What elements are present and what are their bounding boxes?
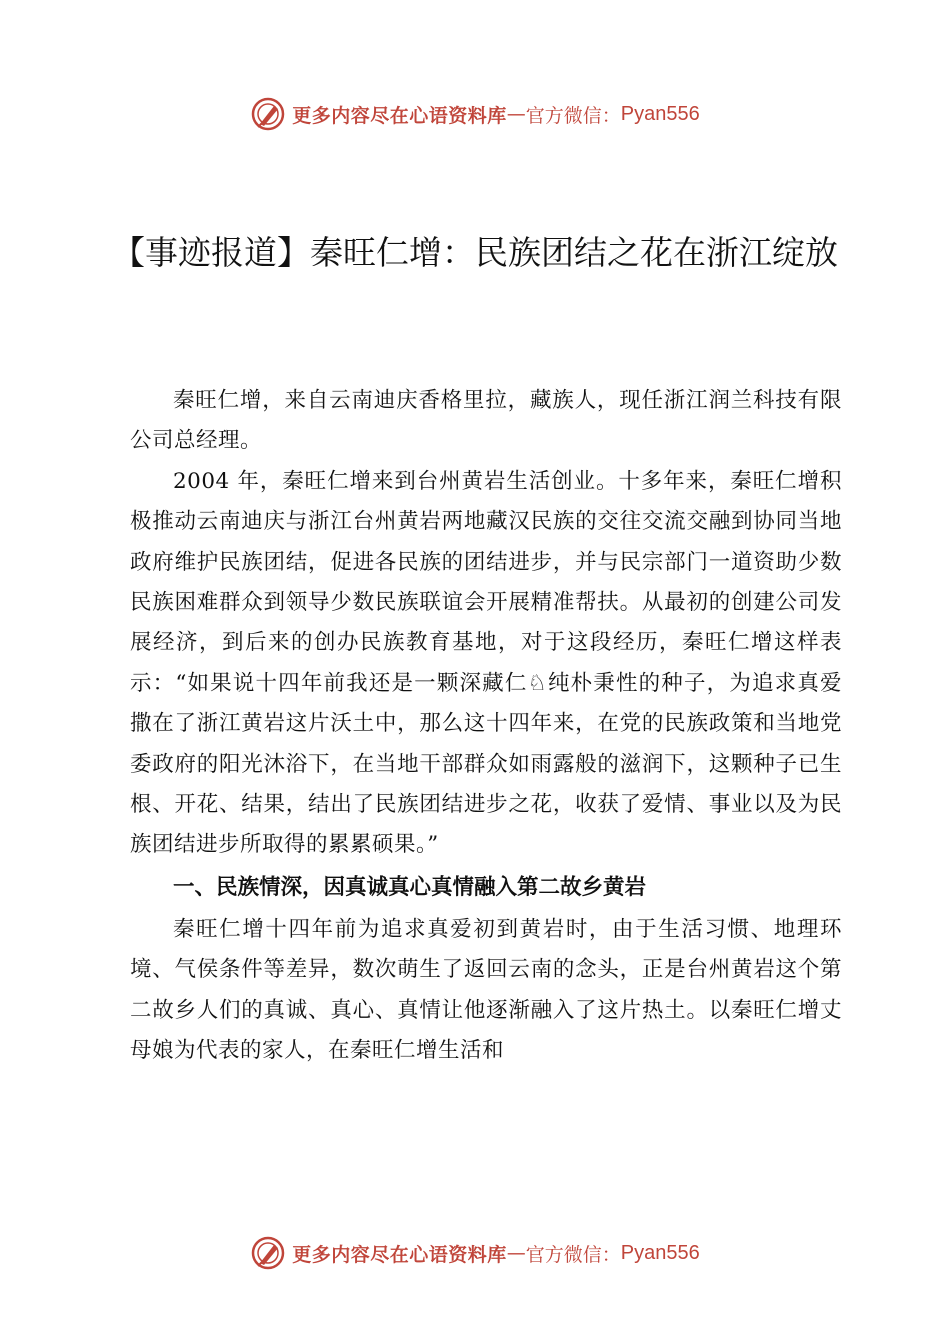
watermark-wechat-label: 官方微信： [525, 1243, 621, 1266]
watermark-brand: 更多内容尽在心语资料库 [292, 1243, 507, 1266]
watermark-dash: — [506, 103, 526, 125]
watermark-brand: 更多内容尽在心语资料库 [292, 104, 507, 127]
watermark-handle: Pyan556 [620, 102, 700, 125]
watermark-wechat-label: 官方微信： [525, 104, 621, 127]
paragraph-section-one: 秦旺仁增十四年前为追求真爱初到黄岩时，由于生活习惯、地理环境、气侯条件等差异，数次萌生了返回云南的念头，正是台州黄岩这个第二故乡人们的真诚、真心、真情让他逐渐融入了这片热土。以秦旺仁增丈母娘为代表的家人，在秦旺仁增生活和 [130, 916, 842, 1064]
document-body [130, 381, 842, 1072]
section-heading: 一、民族情深，因真诚真心真情融入第二故乡黄岩 [173, 874, 647, 900]
paragraph-history: 2004 年，秦旺仁增来到台州黄岩生活创业。十多年来，秦旺仁增积极推动云南迪庆与浙江台州黄岩两地藏汉民族的交往交流交融到协同当地政府维护民族团结，促进各民族的团结进步，并与民宗部门一道资助少数民族困难群众到领导少数民族联谊会开展精准帮扶。从最初的创建公司发展经济，到后来的创办民族教育基地，对于这段经历，秦旺仁增这样表示：“如果说十四年前我还是一颗深藏仁♘纯朴秉性的种子，为追求真爱撒在了浙江黄岩这片沃土中，那么这十四年来，在党的民族政策和当地党委政府的阳光沐浴下，在当地干部群众如雨露般的滋润下，这颗种子已生根、开花、结果，结出了民族团结进步之花，收获了爱情、事业以及为民族团结进步所取得的累累硕果。” [130, 468, 842, 858]
watermark-dash: — [506, 1242, 526, 1264]
watermark-banner-bottom [0, 1229, 950, 1277]
watermark-handle: Pyan556 [620, 1241, 700, 1264]
pen-circle-logo-icon [250, 96, 286, 132]
pen-circle-logo-icon [250, 1235, 286, 1271]
paragraph-intro: 秦旺仁增，来自云南迪庆香格里拉，藏族人，现任浙江润兰科技有限公司总经理。 [130, 388, 842, 454]
document-title: 【事迹报道】秦旺仁增：民族团结之花在浙江绽放 [112, 233, 838, 272]
watermark-banner-top [0, 90, 950, 138]
